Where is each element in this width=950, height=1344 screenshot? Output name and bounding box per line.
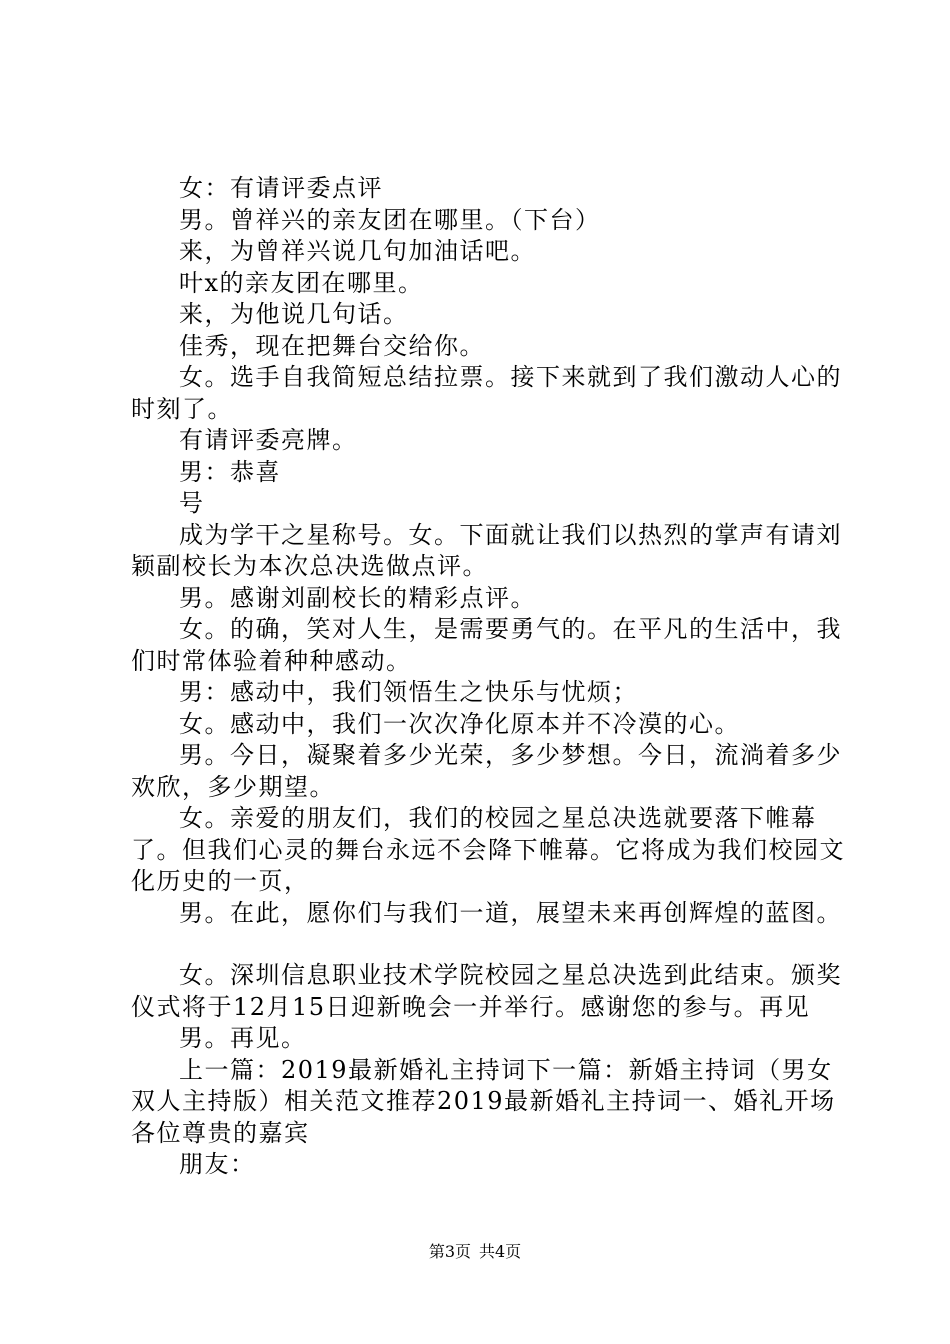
paragraph: 成为学干之星称号。女。下面就让我们以热烈的掌声有请刘颖副校长为本次总决选做点评。	[131, 520, 842, 580]
paragraph: 男：感动中，我们领悟生之快乐与忧烦；	[179, 678, 638, 706]
paragraph: 上一篇：2019最新婚礼主持词下一篇：新婚主持词（男女双人主持版）相关范文推荐2019最新婚礼主持词一、婚礼开场各位尊贵的嘉宾	[131, 1055, 836, 1147]
document-body	[131, 173, 851, 1181]
paragraph: 男。再见。	[179, 1024, 307, 1052]
paragraph: 女。亲爱的朋友们，我们的校园之星总决选就要落下帷幕了。但我们心灵的舞台永远不会降下帷幕。它将成为我们校园文化历史的一页，	[131, 804, 845, 895]
paragraph: 女。的确，笑对人生，是需要勇气的。在平凡的生活中，我们时常体验着种种感动。	[131, 615, 842, 675]
page-total: 共4页	[479, 1242, 522, 1261]
paragraph: 有请评委亮牌。	[179, 426, 358, 454]
paragraph: 来，为他说几句话。	[179, 300, 409, 328]
paragraph: 号	[179, 489, 205, 517]
paragraph: 女。深圳信息职业技术学院校园之星总决选到此结束。颁奖仪式将于12月15日迎新晚会一并举行。感谢您的参与。再见	[131, 961, 842, 1021]
paragraph: 男：恭喜	[179, 457, 281, 486]
paragraph: 女。感动中，我们一次次净化原本并不冷漠的心。	[179, 709, 740, 738]
paragraph: 男。感谢刘副校长的精彩点评。	[179, 583, 536, 612]
page-number: 第3页	[428, 1242, 471, 1261]
paragraph: 男。在此，愿你们与我们一道，展望未来再创辉煌的蓝图。	[179, 898, 842, 927]
paragraph: 叶x的亲友团在哪里。	[179, 268, 424, 297]
paragraph: 佳秀，现在把舞台交给你。	[179, 331, 485, 360]
paragraph: 女：有请评委点评	[179, 174, 383, 202]
paragraph: 朋友：	[179, 1150, 256, 1178]
page-footer	[0, 1242, 950, 1262]
paragraph: 男。曾祥兴的亲友团在哪里。（下台）	[179, 205, 601, 234]
paragraph: 男。今日，凝聚着多少光荣，多少梦想。今日，流淌着多少欢欣，多少期望。	[131, 741, 842, 801]
paragraph: 女。选手自我简短总结拉票。接下来就到了我们激动人心的时刻了。	[131, 363, 842, 423]
paragraph: 来，为曾祥兴说几句加油话吧。	[179, 237, 536, 265]
